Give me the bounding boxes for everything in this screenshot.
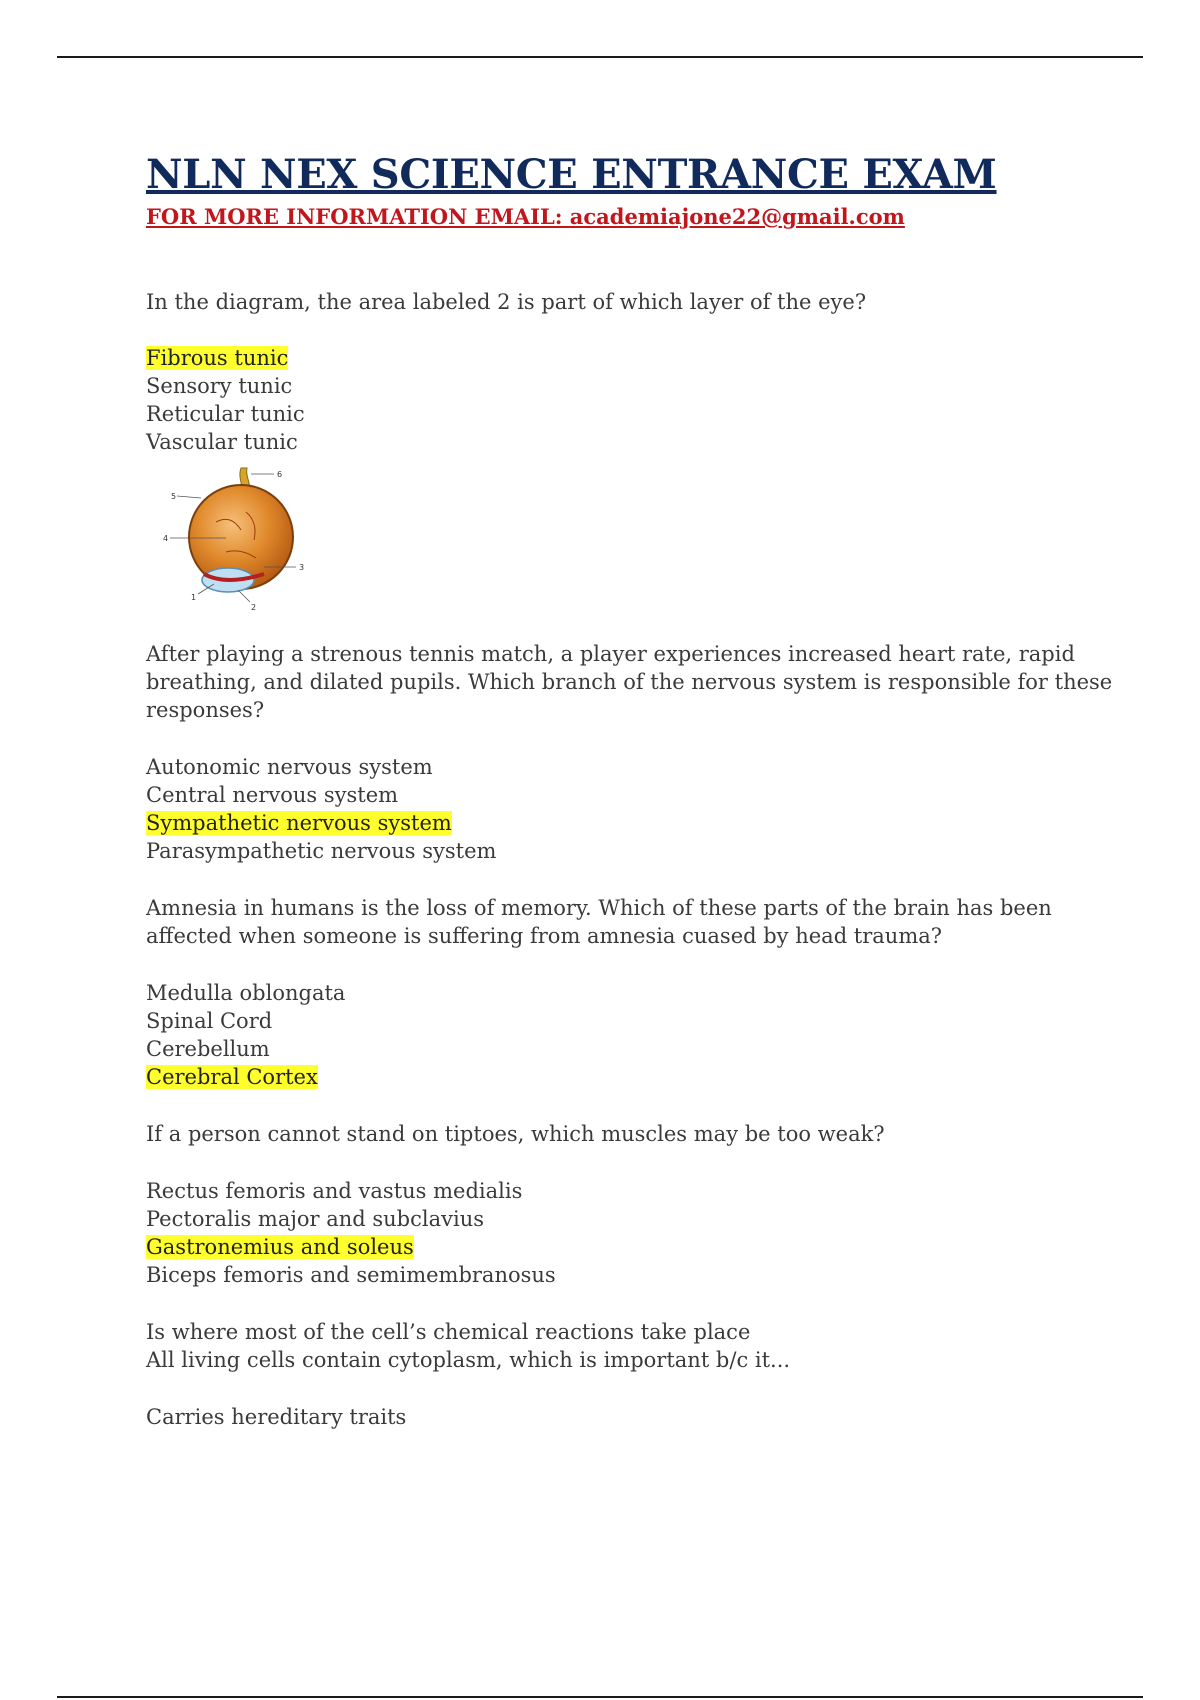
figure-label-6: 6 (277, 470, 283, 479)
question-4-option-4: Biceps femoris and semimembranosus (146, 1263, 556, 1287)
bottom-rule (57, 1696, 1143, 1698)
highlighted-answer: Gastronemius and soleus (146, 1235, 414, 1259)
question-4-prompt: If a person cannot stand on tiptoes, which muscles may be too weak? (146, 1122, 885, 1146)
question-1-option-1 (146, 344, 288, 372)
question-1-option-4: Vascular tunic (146, 430, 298, 454)
highlighted-answer: Fibrous tunic (146, 346, 289, 370)
figure-label-2: 2 (251, 603, 257, 612)
question-3-option-1: Medulla oblongata (146, 981, 346, 1005)
top-rule (57, 56, 1143, 58)
question-2-option-1: Autonomic nervous system (146, 755, 433, 779)
contact-email-link[interactable]: FOR MORE INFORMATION EMAIL: academiajone22@gmail.com (146, 204, 905, 229)
question-4-option-3 (146, 1233, 414, 1261)
question-2-prompt-line-2: breathing, and dilated pupils. Which branch of the nervous system is responsible for these (146, 670, 1113, 694)
question-2-option-4: Parasympathetic nervous system (146, 839, 497, 863)
question-3-option-3: Cerebellum (146, 1037, 270, 1061)
question-3-prompt-line-1: Amnesia in humans is the loss of memory. Which of these parts of the brain has been (146, 896, 1052, 920)
question-4-option-2: Pectoralis major and subclavius (146, 1207, 484, 1231)
question-1-prompt: In the diagram, the area labeled 2 is part of which layer of the eye? (146, 290, 867, 314)
highlighted-answer: Cerebral Cortex (146, 1065, 318, 1089)
figure-label-4: 4 (163, 534, 169, 543)
question-2-prompt-line-1: After playing a strenous tennis match, a player experiences increased heart rate, rapid (146, 642, 1075, 666)
question-2-option-2: Central nervous system (146, 783, 399, 807)
question-3-option-2: Spinal Cord (146, 1009, 273, 1033)
question-2-option-3 (146, 809, 452, 837)
question-5-prompt-line-2: All living cells contain cytoplasm, which is important b/c it... (146, 1348, 791, 1372)
figure-label-1: 1 (191, 593, 197, 602)
page-title: NLN NEX SCIENCE ENTRANCE EXAM (146, 151, 997, 198)
question-1-option-2: Sensory tunic (146, 374, 293, 398)
question-3-option-4 (146, 1063, 318, 1091)
question-5-option-1: Carries hereditary traits (146, 1405, 407, 1429)
highlighted-answer: Sympathetic nervous system (146, 811, 452, 835)
eye-diagram-figure (146, 462, 326, 612)
figure-label-3: 3 (299, 563, 305, 572)
question-2-prompt-line-3: responses? (146, 698, 265, 722)
question-3-prompt-line-2: affected when someone is suffering from amnesia cuased by head trauma? (146, 924, 943, 948)
question-4-option-1: Rectus femoris and vastus medialis (146, 1179, 523, 1203)
question-5-prompt-line-1: Is where most of the cell’s chemical reactions take place (146, 1320, 751, 1344)
question-1-option-3: Reticular tunic (146, 402, 305, 426)
figure-label-5: 5 (171, 492, 177, 501)
